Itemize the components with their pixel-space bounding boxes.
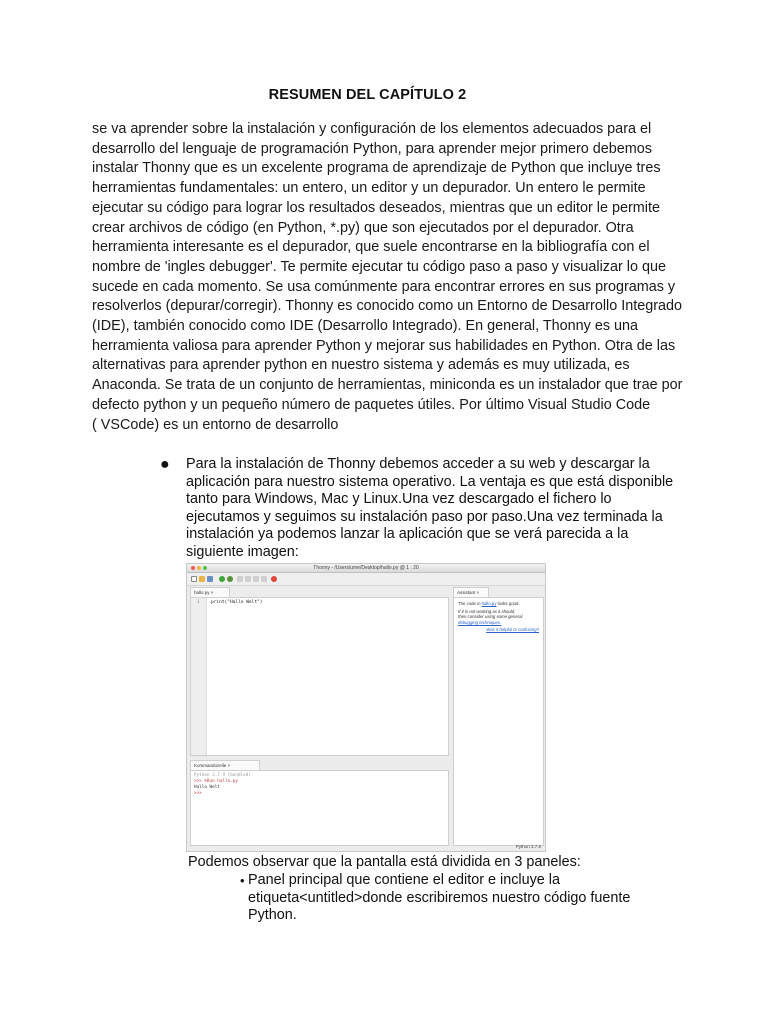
stop-icon — [271, 576, 277, 582]
intro-line: crear archivos de código (en Python, *.py) que son ejecutados por el depurador. Otra — [92, 219, 634, 236]
intro-line: (IDE), también conocido como IDE (Desarrollo Integrado). En general, Thonny es una — [92, 318, 639, 335]
intro-line: herramientas fundamentales: un entero, un editor y un depurador. Un entero le permite — [92, 180, 646, 197]
intro-line: resolverlos (depurar/corregir). Thonny es conocido como un Entorno de Desarrollo Integrado — [92, 298, 683, 315]
new-file-icon — [191, 576, 197, 582]
sub-bullet-icon: • — [240, 873, 245, 888]
debug-icon — [227, 576, 233, 582]
sub-bullet-line: Python. — [248, 907, 297, 924]
assistant-hint: If it is not working as it should, — [458, 608, 516, 614]
step-out-icon — [253, 576, 259, 582]
run-icon — [219, 576, 225, 582]
code-editor — [190, 597, 449, 756]
bullet-line: siguiente imagen: — [186, 543, 299, 560]
shell-panel — [190, 770, 449, 846]
line-number: 1 — [197, 600, 200, 605]
intro-line: Anaconda. Se trata de un conjunto de herramientas, miniconda es un instalador que trae por — [92, 377, 683, 394]
step-into-icon — [245, 576, 251, 582]
sub-bullet-line: Panel principal que contiene el editor e incluye la — [248, 872, 560, 888]
shell-line: Python 3.7.9 (bundled) — [194, 773, 251, 778]
shell-line: Hallo Welt — [194, 785, 220, 790]
line-gutter — [191, 598, 207, 755]
tab-hallo-py: hallo.py × — [190, 587, 230, 597]
intro-line: herramienta valiosa para aprender Python y mejorar sus habilidades en Python. Otra de las — [92, 337, 676, 354]
intro-line: nombre de 'ingles debugger'. Te permite ejecutar tu código paso a paso y visualizar lo que — [92, 258, 667, 275]
intro-line: ejecutar su código para lograr los resultados deseados, mientras que un editor le permite — [92, 199, 660, 216]
intro-line: se va aprender sobre la instalación y configuración de los elementos adecuados para el — [92, 121, 652, 137]
bullet-icon: ● — [160, 456, 170, 473]
shell-line: >>> %Run hallo.py — [194, 779, 238, 784]
image-caption: Podemos observar que la pantalla está dividida en 3 paneles: — [188, 854, 581, 870]
intro-line: sucede en cada momento. Se usa comúnmente para encontrar errores en sus programas y — [92, 278, 676, 295]
assistant-link: debugging techniques. — [458, 619, 502, 625]
intro-paragraph — [92, 120, 692, 435]
tab-assistant: Assistant × — [453, 587, 489, 597]
assistant-hint: then consider using some general — [458, 614, 523, 620]
bullet-line: Para la instalación de Thonny debemos acceder a su web y descargar la — [186, 456, 650, 472]
intro-line: desarrollo del lenguaje de programación Python, para aprender mejor primero debemos — [92, 140, 652, 157]
status-bar: Python 3.7.9 — [515, 844, 541, 849]
sub-bullet-paragraph — [248, 872, 668, 925]
toolbar — [187, 573, 545, 586]
save-icon — [207, 576, 213, 582]
code-line: print("Hallo Welt") — [211, 600, 263, 605]
intro-line: alternativas para aprender python en nuestro sistema y además es muy utilizada, es — [92, 357, 630, 374]
bullet-line: aplicación para nuestro sistema operativo. La ventaja es que está disponible — [186, 473, 674, 490]
editor-tabs — [190, 587, 450, 597]
assistant-feedback-link: Was it helpful or confusing? — [486, 627, 539, 633]
shell-line: >>> — [194, 791, 202, 796]
step-over-icon — [237, 576, 243, 582]
bullet-line: ejecutamos y seguimos su instalación paso por paso.Una vez terminada la — [186, 508, 663, 525]
assistant-panel — [453, 597, 544, 846]
window-titlebar — [187, 564, 545, 573]
assistant-message: The code in hallo.py looks good. — [458, 601, 520, 606]
resume-icon — [261, 576, 267, 582]
window-title: Thonny - /Users/ume/Desktop/hallo.py @ 1 : 20 — [313, 565, 419, 571]
shell-tabs — [190, 760, 270, 770]
tab-kommandozeile: Kommandozeile × — [190, 760, 260, 770]
intro-line: instalar Thonny que es un excelente programa de aprendizaje de Python que incluye tres — [92, 160, 661, 177]
intro-line: herramienta interesante es el depurador, que suele encontrarse en la bibliografía con el — [92, 239, 650, 256]
document-title: RESUMEN DEL CAPÍTULO 2 — [268, 87, 467, 103]
intro-line: defecto python y un pequeño número de paquetes útiles. Por último Visual Studio Code — [92, 396, 651, 413]
bullet-paragraph — [186, 456, 686, 562]
open-folder-icon — [199, 576, 205, 582]
thonny-screenshot — [186, 563, 546, 852]
intro-line: ( VSCode) es un entorno de desarrollo — [92, 416, 339, 433]
bullet-line: tanto para Windows, Mac y Linux.Una vez descargado el fichero lo — [186, 491, 612, 508]
sub-bullet-line: etiqueta<untitled>donde escribiremos nuestro código fuente — [248, 889, 631, 906]
assistant-tabs — [453, 587, 545, 597]
bullet-line: instalación ya podemos lanzar la aplicación que se verá parecida a la — [186, 526, 629, 543]
